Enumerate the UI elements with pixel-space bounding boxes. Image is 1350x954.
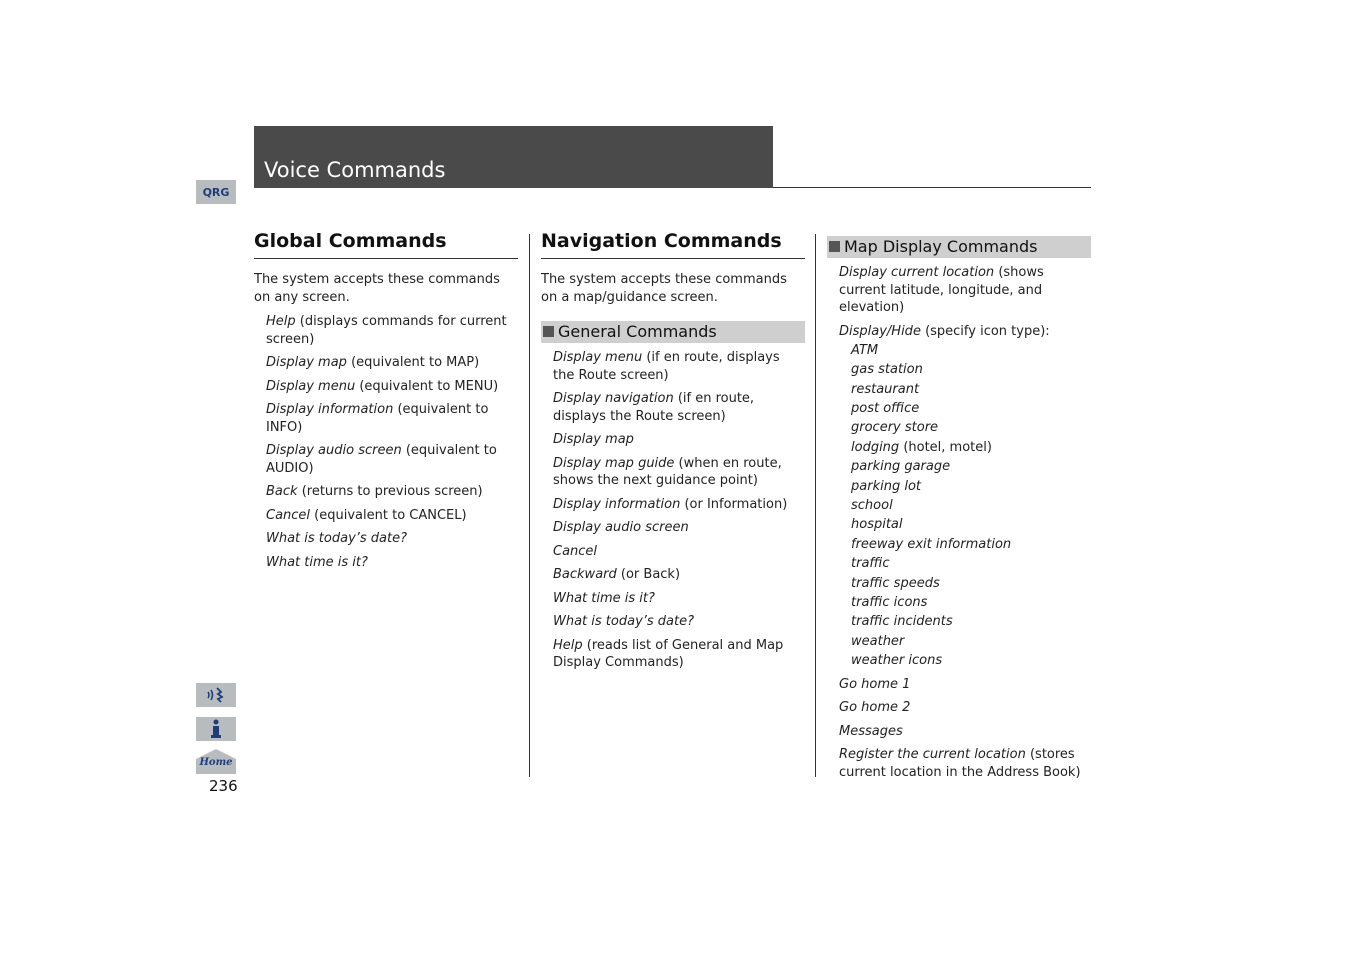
qrg-button[interactable] bbox=[196, 180, 236, 204]
command-text: Display map bbox=[553, 432, 634, 447]
command-text: Display/Hide bbox=[839, 323, 921, 339]
list-item bbox=[266, 401, 518, 436]
command-text: Help bbox=[266, 314, 296, 329]
command-text: Display menu bbox=[553, 350, 643, 365]
command-description: (if en route, displays the Route screen) bbox=[553, 350, 780, 383]
list-item bbox=[553, 613, 805, 631]
list-item bbox=[851, 478, 1091, 496]
global-commands-heading: Global Commands bbox=[254, 230, 518, 259]
command-text: ATM bbox=[851, 342, 879, 358]
list-item bbox=[266, 442, 518, 477]
global-command-list bbox=[254, 313, 518, 571]
navigation-commands-heading: Navigation Commands bbox=[541, 230, 805, 259]
map-display-heading bbox=[827, 236, 1091, 258]
info-button[interactable] bbox=[196, 717, 236, 741]
command-text: What time is it? bbox=[266, 554, 368, 570]
map-display-more-list bbox=[827, 676, 1091, 782]
command-text: Help bbox=[553, 637, 583, 653]
info-icon bbox=[209, 719, 223, 739]
command-description: (if en route, displays the Route screen) bbox=[553, 391, 755, 424]
command-description: (stores current location in the Address Book) bbox=[839, 747, 1081, 780]
list-item bbox=[839, 746, 1091, 781]
command-text: hospital bbox=[851, 517, 903, 533]
command-description: (or Information) bbox=[680, 496, 788, 512]
navigation-intro: The system accepts these commands on a map/guidance screen. bbox=[541, 272, 787, 305]
list-item bbox=[266, 530, 518, 548]
list-item bbox=[839, 323, 1091, 670]
list-item bbox=[266, 313, 518, 348]
command-text: school bbox=[851, 498, 893, 514]
command-text: restaurant bbox=[851, 381, 920, 397]
command-text: Display map bbox=[266, 355, 347, 370]
list-item bbox=[851, 555, 1091, 573]
command-text: weather icons bbox=[851, 653, 943, 669]
command-text: Display audio screen bbox=[266, 443, 402, 458]
command-description: (shows current latitude, longitude, and elevation) bbox=[839, 265, 1044, 315]
list-item bbox=[839, 699, 1091, 717]
navigation-commands-section bbox=[541, 230, 805, 672]
list-item bbox=[553, 349, 805, 384]
list-item bbox=[553, 590, 805, 608]
home-label: Home bbox=[199, 757, 233, 768]
command-description: (equivalent to CANCEL) bbox=[310, 507, 467, 523]
command-description: (displays commands for current screen) bbox=[266, 314, 507, 347]
list-item bbox=[851, 536, 1091, 554]
list-item bbox=[851, 652, 1091, 670]
list-item bbox=[851, 633, 1091, 651]
command-text: traffic bbox=[851, 556, 890, 572]
column-divider bbox=[529, 234, 530, 777]
command-text: What is today’s date? bbox=[266, 531, 408, 546]
list-item bbox=[851, 361, 1091, 379]
page-number: 236 bbox=[209, 777, 238, 795]
command-description: (equivalent to MAP) bbox=[346, 355, 480, 370]
voice-command-icon bbox=[205, 686, 227, 704]
home-icon bbox=[196, 749, 236, 774]
list-item bbox=[851, 419, 1091, 437]
list-item bbox=[839, 676, 1091, 694]
command-text: lodging bbox=[851, 439, 900, 455]
map-display-command-list bbox=[827, 264, 1091, 670]
command-text: Register the current location bbox=[839, 747, 1026, 763]
list-item bbox=[553, 637, 805, 672]
list-item bbox=[851, 400, 1091, 418]
command-text: Display information bbox=[553, 496, 681, 512]
list-item bbox=[851, 516, 1091, 534]
list-item bbox=[553, 431, 805, 449]
command-text: Display information bbox=[266, 402, 394, 417]
command-text: grocery store bbox=[851, 420, 939, 436]
list-item bbox=[266, 507, 518, 525]
list-item bbox=[553, 519, 805, 537]
command-text: gas station bbox=[851, 362, 923, 378]
list-item bbox=[851, 381, 1091, 399]
global-commands-section bbox=[254, 230, 518, 571]
list-item bbox=[266, 378, 518, 396]
command-text: weather bbox=[851, 633, 905, 649]
list-item bbox=[851, 439, 1091, 457]
list-item bbox=[553, 390, 805, 425]
list-item bbox=[851, 613, 1091, 631]
list-item bbox=[851, 342, 1091, 360]
square-bullet-icon bbox=[543, 326, 554, 337]
command-text: parking lot bbox=[851, 478, 921, 494]
list-item bbox=[266, 483, 518, 501]
header-bar bbox=[254, 126, 773, 188]
command-text: traffic speeds bbox=[851, 575, 940, 591]
command-description: (when en route, shows the next guidance point) bbox=[553, 455, 782, 488]
command-text: Cancel bbox=[553, 543, 598, 559]
command-description: (specify icon type): bbox=[920, 323, 1050, 339]
command-text: Messages bbox=[839, 723, 903, 739]
icon-type-list bbox=[839, 342, 1091, 670]
command-text: Cancel bbox=[266, 507, 311, 523]
general-command-list bbox=[541, 349, 805, 672]
list-item bbox=[851, 594, 1091, 612]
command-text: Display menu bbox=[266, 378, 356, 394]
list-item bbox=[553, 543, 805, 561]
command-description: (equivalent to AUDIO) bbox=[266, 443, 497, 476]
command-description: (hotel, motel) bbox=[899, 439, 992, 455]
command-text: Back bbox=[266, 484, 298, 499]
list-item bbox=[839, 723, 1091, 741]
command-text: Display audio screen bbox=[553, 520, 689, 535]
list-item bbox=[851, 497, 1091, 515]
general-commands-heading bbox=[541, 321, 805, 343]
command-text: Backward bbox=[553, 567, 617, 582]
command-text: Display current location bbox=[839, 265, 995, 280]
list-item bbox=[266, 354, 518, 372]
list-item bbox=[553, 455, 805, 490]
command-text: post office bbox=[851, 401, 920, 417]
command-description: (equivalent to MENU) bbox=[355, 378, 499, 394]
map-display-label: Map Display Commands bbox=[844, 237, 1038, 256]
home-button[interactable] bbox=[196, 749, 236, 774]
command-text: parking garage bbox=[851, 459, 951, 475]
global-intro: The system accepts these commands on any screen. bbox=[254, 272, 500, 305]
command-text: Display map guide bbox=[553, 455, 675, 471]
header-divider bbox=[773, 187, 1091, 188]
list-item bbox=[553, 496, 805, 514]
column-divider bbox=[815, 234, 816, 777]
command-description: (equivalent to INFO) bbox=[266, 402, 489, 435]
command-description: (or Back) bbox=[616, 567, 681, 582]
command-text: traffic incidents bbox=[851, 614, 953, 630]
command-text: traffic icons bbox=[851, 594, 928, 610]
command-text: Go home 1 bbox=[839, 676, 911, 692]
command-text: Go home 2 bbox=[839, 700, 911, 716]
map-display-section bbox=[827, 236, 1091, 781]
list-item bbox=[553, 566, 805, 584]
general-commands-label: General Commands bbox=[558, 322, 717, 341]
command-text: What time is it? bbox=[553, 590, 655, 606]
voice-command-button[interactable] bbox=[196, 683, 236, 707]
command-text: What is today’s date? bbox=[553, 614, 695, 629]
list-item bbox=[266, 554, 518, 572]
command-description: (returns to previous screen) bbox=[297, 484, 483, 499]
list-item bbox=[851, 575, 1091, 593]
command-text: freeway exit information bbox=[851, 536, 1012, 552]
command-description: (reads list of General and Map Display Commands) bbox=[553, 637, 784, 670]
list-item bbox=[839, 264, 1091, 317]
qrg-label: QRG bbox=[202, 185, 230, 199]
page-title: Voice Commands bbox=[264, 158, 446, 182]
list-item bbox=[851, 458, 1091, 476]
square-bullet-icon bbox=[829, 241, 840, 252]
command-text: Display navigation bbox=[553, 391, 674, 406]
